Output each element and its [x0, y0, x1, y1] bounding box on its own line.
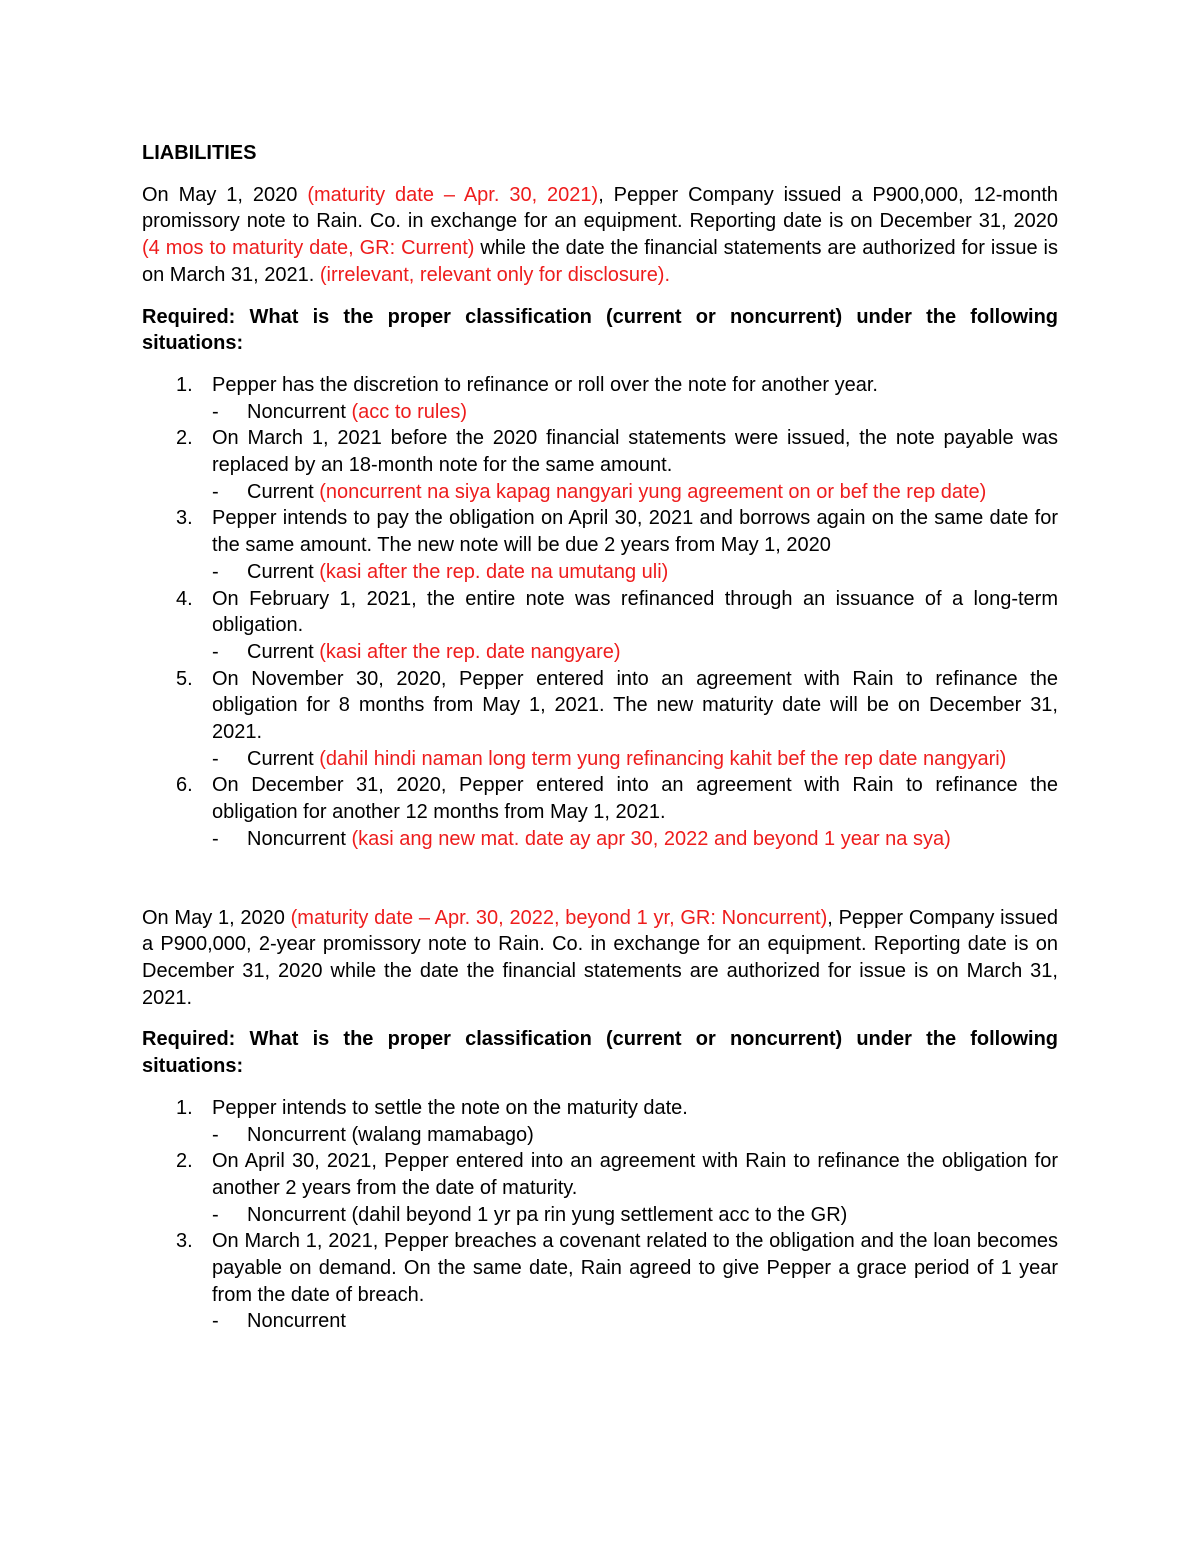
answer-classification: Current	[247, 747, 320, 770]
item-answer	[212, 826, 1058, 853]
answer-classification: Noncurrent (dahil beyond 1 yr pa rin yung settlement acc to the GR)	[247, 1203, 848, 1226]
section1-situation-list	[142, 372, 1058, 853]
answer-dash: -	[212, 1203, 219, 1226]
list-item	[142, 505, 1058, 585]
answer-dash: -	[212, 400, 219, 423]
list-item	[142, 1228, 1058, 1335]
item-answer	[212, 1202, 1058, 1229]
item-question: On April 30, 2021, Pepper entered into an agreement with Rain to refinance the obligation for another 2 years from the date of maturity.	[212, 1150, 1058, 1199]
item-answer	[212, 1122, 1058, 1149]
item-answer	[212, 399, 1058, 426]
item-question: On March 1, 2021, Pepper breaches a covenant related to the obligation and the loan becomes payable on demand. On the same date, Rain agreed to give Pepper a grace period of 1 year from the date of breach.	[212, 1230, 1058, 1306]
answer-classification: Current	[247, 560, 320, 583]
item-question: On February 1, 2021, the entire note was refinanced through an issuance of a long-term obligation.	[212, 587, 1058, 637]
answer-dash: -	[212, 1310, 219, 1333]
intro-segment: , Pepper Company issued a P900,000, 12-month promissory note to Rain. Co. in exchange for an equipment. Reporting date is on December 31, 2020	[142, 183, 1058, 233]
item-number: 2.	[176, 427, 193, 450]
section1-intro	[142, 182, 1058, 289]
answer-dash: -	[212, 640, 219, 663]
item-number: 4.	[176, 587, 193, 610]
document-page	[142, 140, 1058, 1335]
item-number: 5.	[176, 667, 193, 690]
answer-classification: Noncurrent (walang mamabago)	[247, 1123, 534, 1146]
answer-note: (kasi after the rep. date nangyare)	[319, 640, 621, 663]
list-item	[142, 425, 1058, 505]
item-question: Pepper intends to settle the note on the maturity date.	[212, 1096, 688, 1119]
item-number: 3.	[176, 507, 193, 530]
intro-segment: , Pepper Company issued a P900,000, 2-year promissory note to Rain. Co. in exchange for an equipment. Reporting date is on December 31, 2020 while the date the financial statements are authorized for issue is on March 31, 2021.	[142, 906, 1058, 1009]
answer-note: (kasi ang new mat. date ay apr 30, 2022 and beyond 1 year na sya)	[351, 827, 951, 850]
item-answer	[212, 1308, 1058, 1335]
intro-annotation: (4 mos to maturity date, GR: Current)	[142, 237, 475, 260]
item-number: 1.	[176, 1096, 193, 1119]
intro-segment: On May 1, 2020	[142, 906, 291, 929]
answer-dash: -	[212, 1123, 219, 1146]
item-number: 6.	[176, 774, 193, 797]
intro-annotation: (maturity date – Apr. 30, 2021)	[307, 183, 599, 206]
list-item	[142, 1148, 1058, 1228]
answer-classification: Noncurrent	[247, 1310, 346, 1333]
item-answer	[212, 559, 1058, 586]
answer-note: (kasi after the rep. date na umutang uli)	[319, 560, 669, 583]
answer-classification: Current	[247, 640, 320, 663]
item-number: 2.	[176, 1150, 193, 1173]
section2-situation-list	[142, 1095, 1058, 1335]
answer-note: (noncurrent na siya kapag nangyari yung agreement on or bef the rep date)	[319, 480, 987, 503]
item-answer	[212, 746, 1058, 773]
intro-segment: while the date the financial statements are authorized for issue is on March 31, 2021.	[142, 237, 1058, 286]
document-title: LIABILITIES	[142, 142, 257, 164]
answer-note: (dahil hindi naman long term yung refinancing kahit bef the rep date nangyari)	[319, 747, 1007, 770]
list-item	[142, 1095, 1058, 1148]
list-item	[142, 772, 1058, 852]
item-question: On December 31, 2020, Pepper entered into an agreement with Rain to refinance the obligation for another 12 months from May 1, 2021.	[212, 774, 1058, 824]
item-answer	[212, 479, 1058, 506]
item-question: Pepper has the discretion to refinance or roll over the note for another year.	[212, 373, 878, 396]
answer-dash: -	[212, 480, 219, 503]
answer-classification: Current	[247, 480, 320, 503]
answer-note: (acc to rules)	[351, 400, 468, 423]
item-question: On November 30, 2020, Pepper entered into an agreement with Rain to refinance the obligation for 8 months from May 1, 2021. The new maturity date will be on December 31, 2021.	[212, 667, 1058, 744]
answer-dash: -	[212, 827, 219, 850]
list-item	[142, 586, 1058, 666]
answer-dash: -	[212, 747, 219, 770]
section1-required: Required: What is the proper classification (current or noncurrent) under the following situations:	[142, 305, 1058, 355]
answer-classification: Noncurrent	[247, 400, 352, 423]
item-number: 1.	[176, 373, 193, 396]
intro-annotation: (irrelevant, relevant only for disclosure).	[319, 263, 671, 286]
intro-segment: On May 1, 2020	[142, 183, 308, 206]
answer-classification: Noncurrent	[247, 827, 352, 850]
answer-dash: -	[212, 560, 219, 583]
item-question: Pepper intends to pay the obligation on April 30, 2021 and borrows again on the same date for the same amount. The new note will be due 2 years from May 1, 2020	[212, 507, 1058, 557]
item-number: 3.	[176, 1230, 193, 1253]
section2-intro	[142, 905, 1058, 1012]
section-spacer	[142, 853, 1058, 905]
item-answer	[212, 639, 1058, 666]
list-item	[142, 372, 1058, 425]
item-question: On March 1, 2021 before the 2020 financial statements were issued, the note payable was replaced by an 18-month note for the same amount.	[212, 427, 1058, 477]
section2-required: Required: What is the proper classification (current or noncurrent) under the following situations:	[142, 1028, 1058, 1078]
list-item	[142, 666, 1058, 773]
intro-annotation: (maturity date – Apr. 30, 2022, beyond 1 yr, GR: Noncurrent)	[290, 906, 828, 929]
